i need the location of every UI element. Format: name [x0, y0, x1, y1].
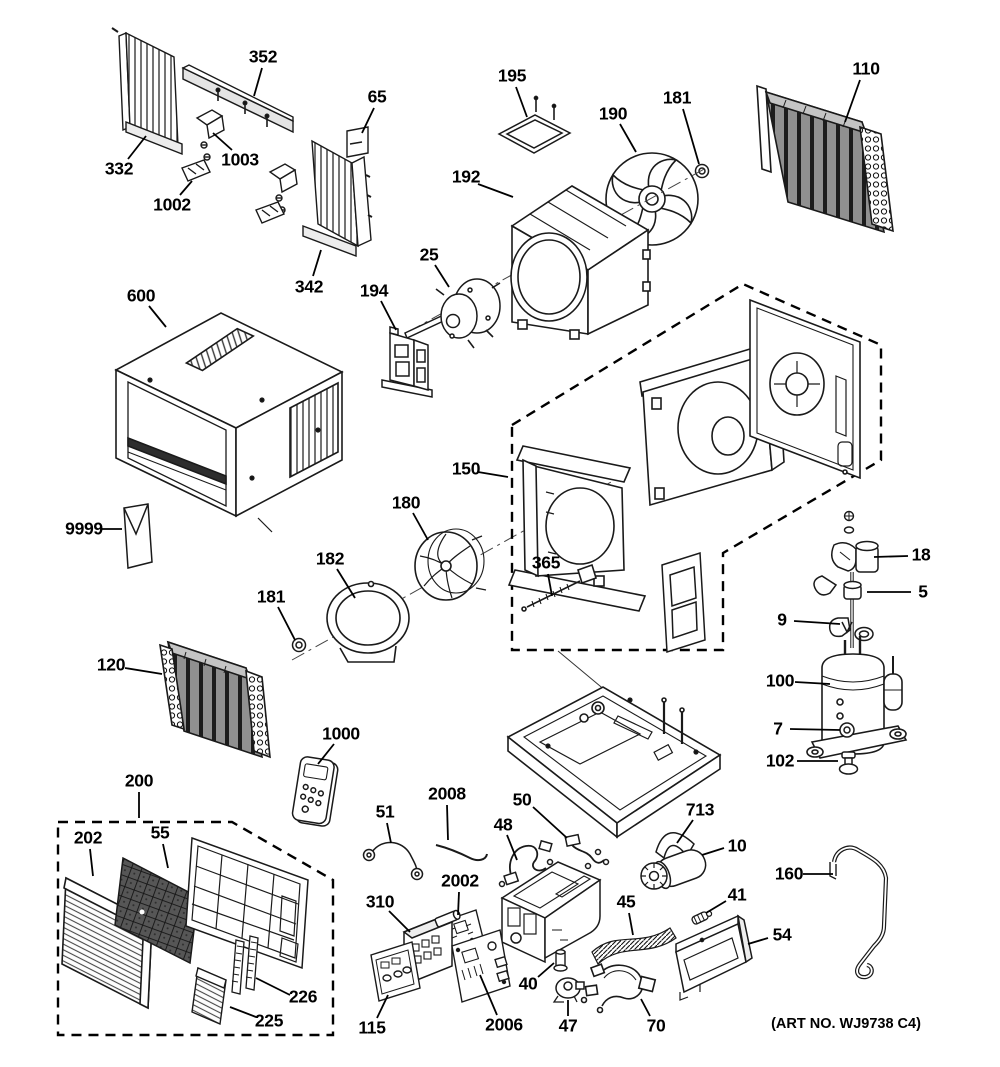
leader-45 — [629, 913, 633, 935]
part-label-50: 50 — [512, 789, 532, 810]
leader-225 — [230, 1007, 256, 1017]
part-label-160: 160 — [774, 863, 804, 884]
part-label-25: 25 — [419, 244, 439, 265]
part-label-2002: 2002 — [441, 870, 479, 891]
part-label-55: 55 — [150, 822, 170, 843]
leader-310 — [389, 911, 410, 932]
part-label-100: 100 — [765, 670, 795, 691]
part-label-181-fan-nut: 181 — [662, 87, 692, 108]
leader-713 — [677, 820, 693, 843]
part-label-225: 225 — [254, 1010, 284, 1031]
leader-1003 — [213, 133, 232, 150]
leader-18 — [874, 556, 908, 557]
leader-1000 — [318, 744, 334, 764]
leader-1002 — [180, 181, 192, 195]
leader-342 — [313, 250, 321, 276]
part-label-110: 110 — [852, 58, 880, 79]
leader-181-blower-clip — [278, 607, 295, 640]
part-label-200: 200 — [124, 770, 154, 791]
part-label-1000: 1000 — [322, 723, 360, 744]
part-label-120: 120 — [96, 654, 126, 675]
leader-600 — [149, 306, 166, 327]
part-label-102: 102 — [765, 750, 795, 771]
leader-194 — [381, 301, 396, 330]
part-label-202: 202 — [73, 827, 103, 848]
leader-2006 — [480, 975, 497, 1015]
part-label-342: 342 — [294, 276, 324, 297]
part-label-194: 194 — [359, 280, 389, 301]
part-label-150: 150 — [451, 458, 481, 479]
part-label-41: 41 — [727, 884, 747, 905]
part-label-181-blower-clip: 181 — [256, 586, 286, 607]
part-label-332: 332 — [104, 158, 134, 179]
leader-365 — [548, 574, 552, 596]
part-label-1002: 1002 — [153, 194, 191, 215]
part-label-54: 54 — [772, 924, 792, 945]
leader-332 — [128, 136, 146, 159]
leader-9 — [794, 621, 840, 624]
part-label-9999: 9999 — [65, 518, 103, 539]
part-label-180: 180 — [391, 492, 421, 513]
leader-41 — [706, 901, 726, 913]
part-label-5: 5 — [918, 581, 928, 602]
leader-51 — [387, 823, 391, 843]
part-label-40: 40 — [518, 973, 538, 994]
part-label-10: 10 — [727, 835, 747, 856]
leader-40 — [538, 963, 554, 977]
part-label-192: 192 — [451, 166, 481, 187]
leader-25 — [435, 265, 449, 287]
leader-195 — [516, 87, 527, 117]
part-label-1003: 1003 — [221, 149, 259, 170]
leader-55 — [163, 844, 168, 868]
art-number: (ART NO. WJ9738 C4) — [771, 1016, 921, 1032]
part-label-2006: 2006 — [485, 1014, 523, 1035]
leader-115 — [377, 995, 388, 1018]
part-label-7: 7 — [773, 718, 783, 739]
leader-48 — [507, 835, 517, 860]
leader-2002 — [458, 892, 459, 915]
leader-70 — [641, 999, 650, 1016]
part-label-65: 65 — [367, 86, 387, 107]
part-label-70: 70 — [646, 1015, 666, 1036]
leader-352 — [254, 68, 262, 96]
part-label-713: 713 — [685, 799, 715, 820]
leader-150 — [478, 472, 508, 477]
part-label-47: 47 — [558, 1015, 578, 1036]
leader-190 — [620, 124, 636, 152]
part-label-182: 182 — [315, 548, 345, 569]
part-label-45: 45 — [616, 891, 636, 912]
leader-192 — [478, 184, 513, 197]
leader-65 — [362, 108, 374, 133]
leader-226 — [256, 978, 290, 995]
part-label-352: 352 — [248, 46, 278, 67]
leader-181-fan-nut — [683, 109, 699, 164]
part-label-190: 190 — [598, 103, 628, 124]
part-label-600: 600 — [126, 285, 156, 306]
part-label-9: 9 — [777, 609, 787, 630]
leader-50 — [533, 807, 567, 838]
part-label-365: 365 — [531, 552, 561, 573]
part-label-310: 310 — [365, 891, 395, 912]
leader-10 — [702, 848, 724, 855]
leader-120 — [125, 668, 162, 674]
part-label-115: 115 — [358, 1017, 386, 1038]
part-label-2008: 2008 — [428, 783, 466, 804]
part-label-195: 195 — [497, 65, 527, 86]
part-label-51: 51 — [375, 801, 395, 822]
part-label-226: 226 — [288, 986, 318, 1007]
leader-2008 — [447, 805, 448, 840]
leader-54 — [748, 938, 768, 944]
part-label-48: 48 — [493, 814, 513, 835]
leader-100 — [795, 682, 830, 684]
leader-110 — [845, 80, 860, 122]
leader-202 — [90, 849, 93, 876]
part-label-18: 18 — [911, 544, 931, 565]
leader-182 — [337, 569, 355, 598]
leader-7 — [790, 729, 840, 730]
leader-180 — [413, 513, 428, 540]
